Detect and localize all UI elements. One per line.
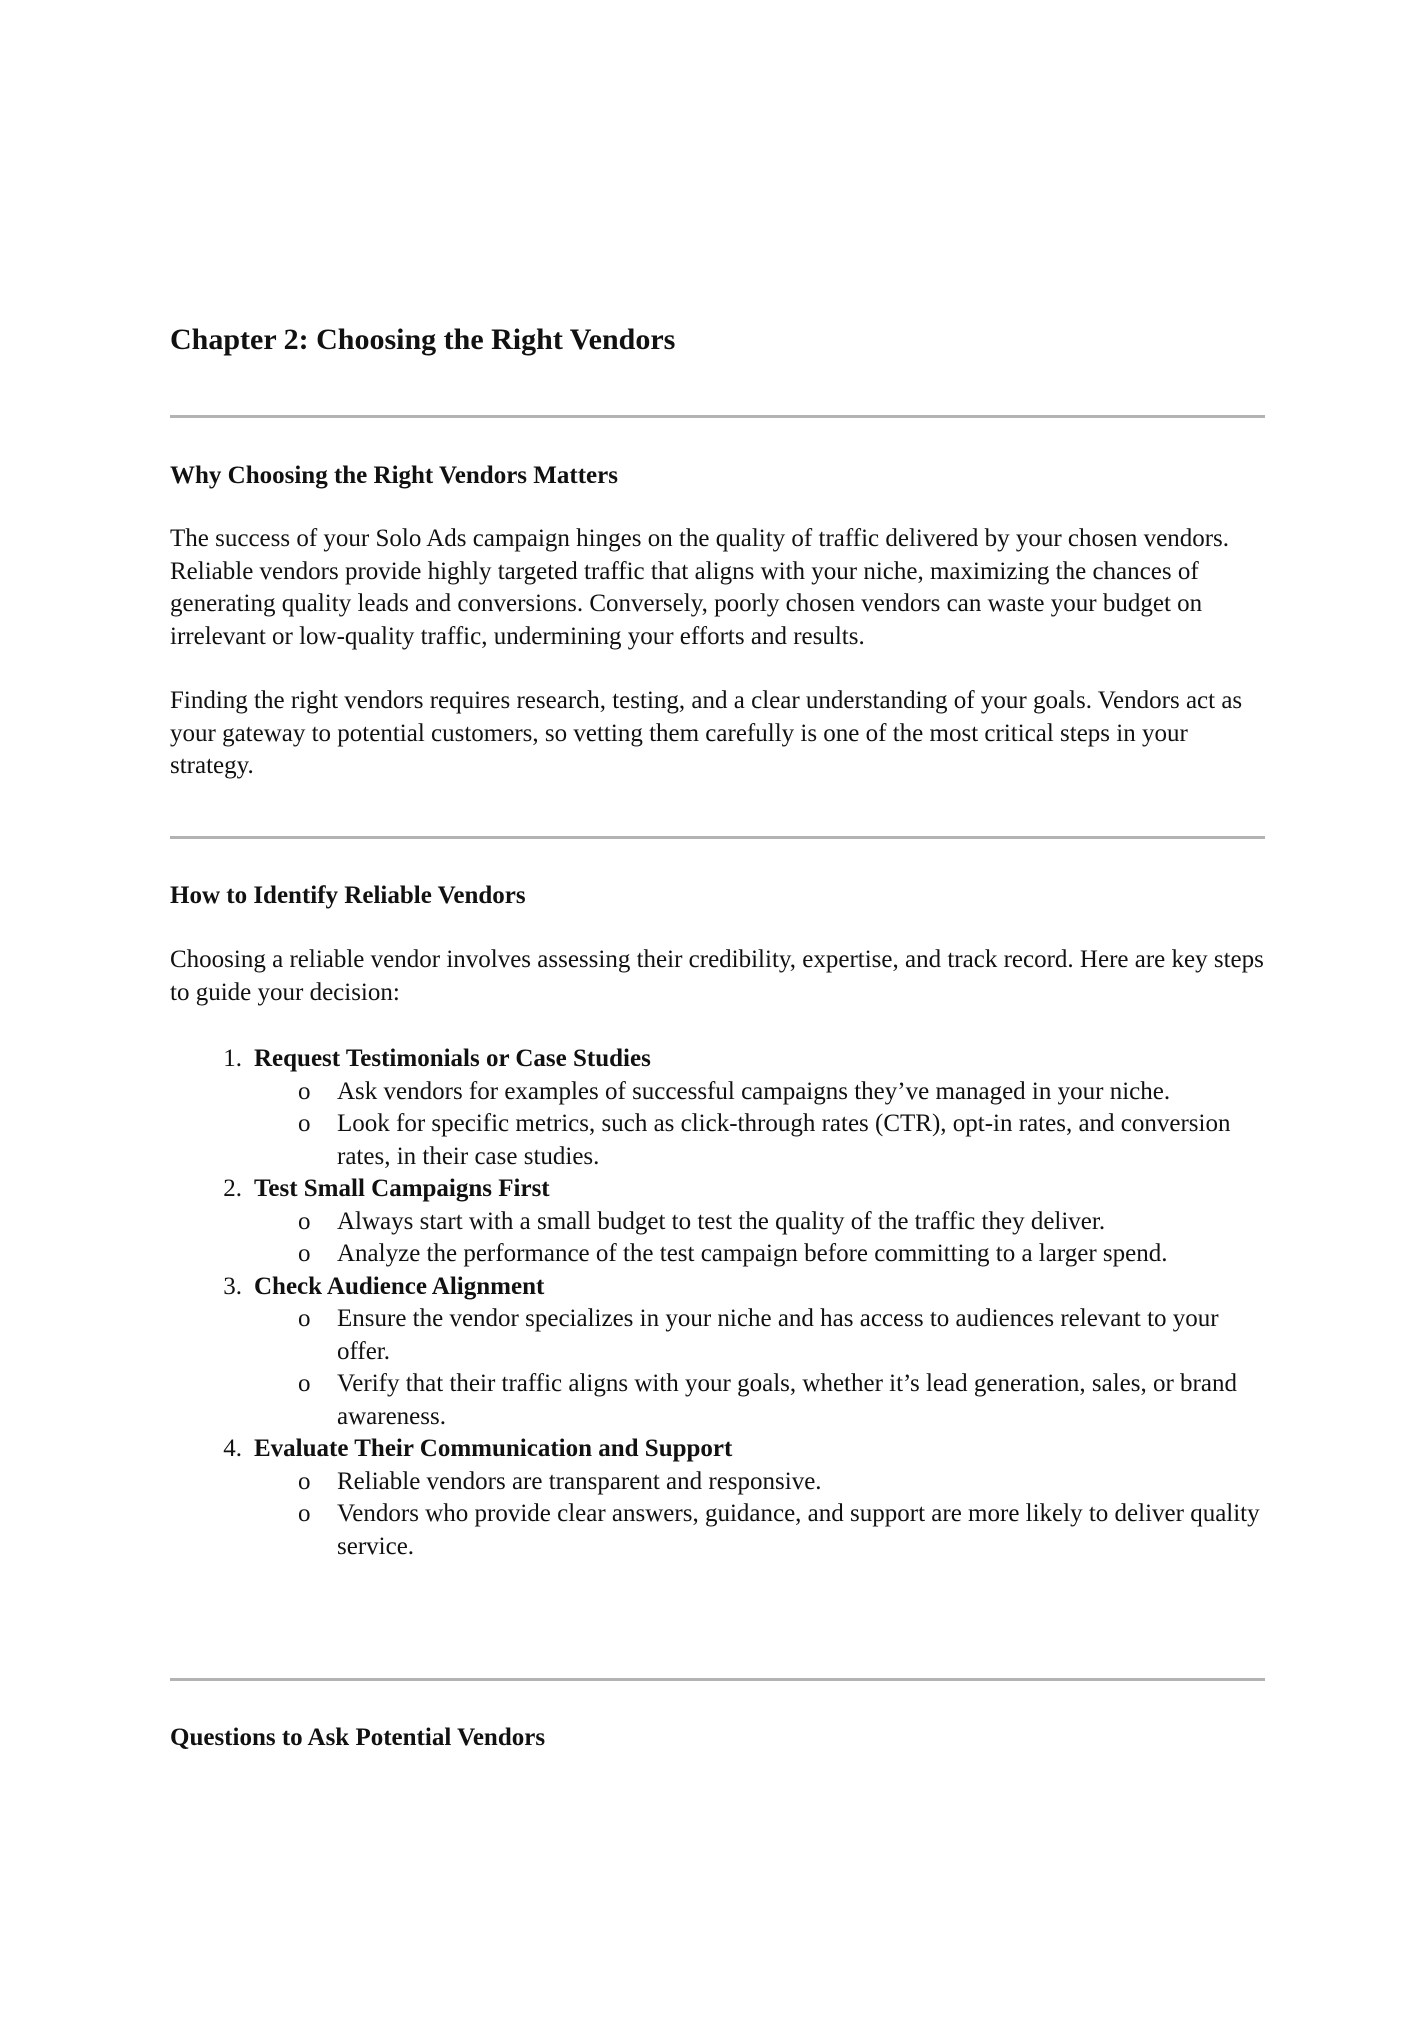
sub-item <box>298 1076 1265 1109</box>
bullet-icon: o <box>298 1207 311 1235</box>
bullet-icon: o <box>298 1500 311 1527</box>
list-item <box>170 1173 1265 1271</box>
sub-item <box>298 1303 1265 1368</box>
list-item <box>170 1043 1265 1173</box>
step-title: Evaluate Their Communication and Support <box>254 1435 733 1462</box>
bullet-icon: o <box>298 1305 311 1332</box>
section-heading-why: Why Choosing the Right Vendors Matters <box>170 462 618 489</box>
bullet-icon: o <box>298 1370 311 1397</box>
step-title: Request Testimonials or Case Studies <box>254 1045 651 1072</box>
sub-item <box>298 1238 1265 1271</box>
sub-item-text: Vendors who provide clear answers, guidance, and support are more likely to deliver quality service. <box>337 1500 1260 1560</box>
sub-item <box>298 1206 1265 1239</box>
list-item <box>170 1271 1265 1434</box>
bullet-icon: o <box>298 1240 311 1267</box>
divider <box>170 836 1265 839</box>
section-heading-how: How to Identify Reliable Vendors <box>170 882 526 909</box>
divider <box>170 1678 1265 1681</box>
bullet-icon: o <box>298 1467 311 1495</box>
section-heading-questions: Questions to Ask Potential Vendors <box>170 1724 546 1751</box>
sub-item-text: Look for specific metrics, such as click-through rates (CTR), opt-in rates, and conversion rates, in their case studies. <box>337 1110 1231 1170</box>
sub-item <box>298 1108 1265 1173</box>
list-item <box>170 1433 1265 1563</box>
paragraph-intro: Choosing a reliable vendor involves assessing their credibility, expertise, and track record. Here are key steps to guide your decision: <box>170 946 1264 1006</box>
paragraph-finding: Finding the right vendors requires research, testing, and a clear understanding of your goals. Vendors act as your gateway to potential customers, so vetting them carefully is one of the most critical steps in your strategy. <box>170 687 1243 779</box>
bullet-icon: o <box>298 1077 311 1105</box>
step-number: 1. <box>223 1045 242 1072</box>
step-title: Check Audience Alignment <box>254 1272 545 1300</box>
sub-item <box>298 1368 1265 1433</box>
sub-item-text: Reliable vendors are transparent and responsive. <box>337 1467 822 1495</box>
steps-list <box>170 1043 1265 1563</box>
sub-item <box>298 1498 1265 1563</box>
step-number: 2. <box>223 1175 242 1202</box>
sub-item-text: Analyze the performance of the test campaign before committing to a larger spend. <box>337 1240 1168 1267</box>
sub-item-text: Ensure the vendor specializes in your niche and has access to audiences relevant to your offer. <box>337 1305 1219 1365</box>
step-number: 4. <box>223 1435 242 1462</box>
paragraph-success: The success of your Solo Ads campaign hinges on the quality of traffic delivered by your chosen vendors. Reliable vendors provide highly targeted traffic that aligns with your niche, maximizing the chances of generating quality leads and conversions. Conversely, poorly chosen vendors can waste your budget on irrelevant or low-quality traffic, undermining your efforts and results. <box>170 525 1230 650</box>
bullet-icon: o <box>298 1110 311 1137</box>
sub-item-text: Always start with a small budget to test the quality of the traffic they deliver. <box>337 1207 1106 1235</box>
sub-item <box>298 1466 1265 1499</box>
sub-item-text: Verify that their traffic aligns with your goals, whether it’s lead generation, sales, or brand awareness. <box>337 1370 1237 1430</box>
step-title: Test Small Campaigns First <box>254 1175 550 1202</box>
step-number: 3. <box>223 1272 242 1300</box>
divider <box>170 415 1265 418</box>
sub-item-text: Ask vendors for examples of successful campaigns they’ve managed in your niche. <box>337 1077 1171 1105</box>
chapter-title: Chapter 2: Choosing the Right Vendors <box>170 323 676 356</box>
